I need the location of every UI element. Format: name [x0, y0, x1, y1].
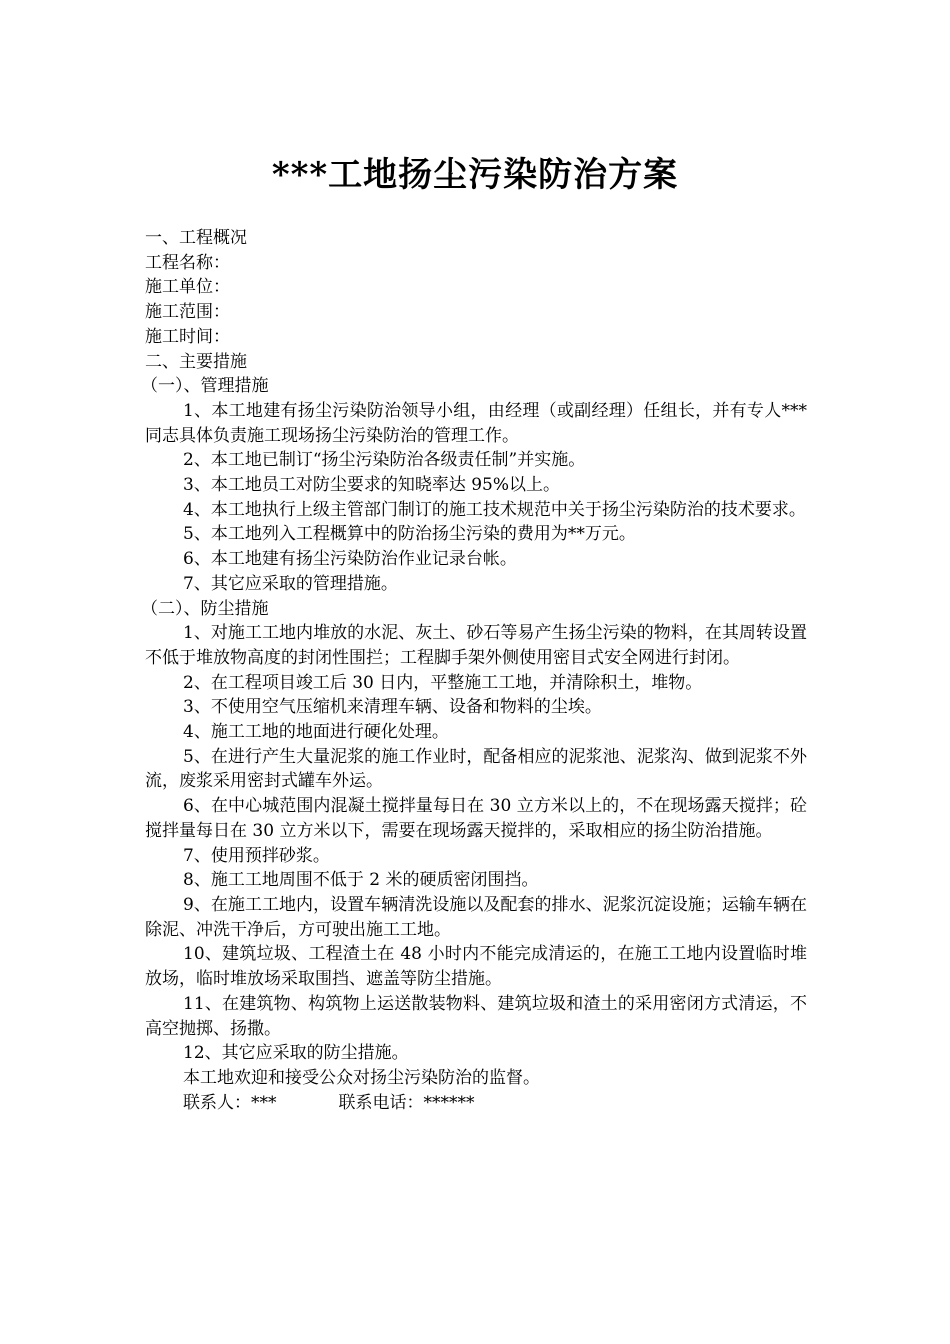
dust-prevention-item: 2、在工程项目竣工后 30 日内，平整施工工地，并清除积土，堆物。: [183, 672, 703, 693]
dust-prevention-item: 7、使用预拌砂浆。: [183, 845, 330, 866]
dust-prevention-item: 4、施工工地的地面进行硬化处理。: [183, 722, 449, 743]
management-item: 6、本工地建有扬尘污染防治作业记录台帐。: [183, 549, 517, 570]
management-item: 7、其它应采取的管理措施。: [183, 573, 398, 594]
document-body: [141, 226, 807, 1115]
field-construction-scope: 施工范围：: [145, 302, 230, 323]
management-item: 2、本工地已制订“扬尘污染防治各级责任制”并实施。: [183, 450, 586, 471]
field-project-name: 工程名称：: [145, 252, 230, 273]
dust-prevention-item: 5、在进行产生大量泥浆的施工作业时，配备相应的泥浆池、泥浆沟、做到泥浆不外流，废浆采用密封式罐车外运。: [145, 746, 807, 792]
subsection-heading-dust-prevention: （二）、防尘措施: [141, 598, 269, 619]
management-item: 1、本工地建有扬尘污染防治领导小组，由经理（或副经理）任组长，并有专人***同志具体负责施工现场扬尘污染防治的管理工作。: [145, 400, 807, 446]
dust-prevention-item: 3、不使用空气压缩机来清理车辆、设备和物料的尘埃。: [183, 697, 602, 718]
dust-prevention-item: 6、在中心城范围内混凝土搅拌量每日在 30 立方米以上的，不在现场露天搅拌；砼搅拌量每日在 30 立方米以下，需要在现场露天搅拌的，采取相应的扬尘防治措施。: [145, 796, 807, 841]
contact-line: [145, 1091, 807, 1116]
management-item: 4、本工地执行上级主管部门制订的施工技术规范中关于扬尘污染防治的技术要求。: [183, 499, 806, 520]
dust-prevention-item: 12、其它应采取的防尘措施。: [183, 1043, 409, 1064]
dust-prevention-item: 1、对施工工地内堆放的水泥、灰土、砂石等易产生扬尘污染的物料，在其周转设置不低于堆放物高度的封闭性围拦；工程脚手架外侧使用密目式安全网进行封闭。: [145, 623, 807, 668]
dust-prevention-item: 10、建筑垃圾、工程渣土在 48 小时内不能完成清运的，在施工工地内设置临时堆放场，临时堆放场采取围挡、遮盖等防尘措施。: [145, 944, 807, 990]
section-heading-overview: 一、工程概况: [145, 228, 247, 248]
document-title: ***工地扬尘污染防治方案: [271, 155, 679, 195]
field-construction-unit: 施工单位：: [145, 277, 230, 298]
subsection-heading-management: （一）、管理措施: [141, 376, 269, 397]
dust-prevention-item: 8、施工工地周围不低于 2 米的硬质密闭围挡。: [183, 870, 539, 891]
contact-person: 联系人：***: [183, 1092, 277, 1113]
closing-statement: 本工地欢迎和接受公众对扬尘污染防治的监督。: [183, 1067, 540, 1088]
contact-phone: 联系电话：******: [338, 1092, 475, 1113]
management-item: 5、本工地列入工程概算中的防治扬尘污染的费用为**万元。: [183, 524, 636, 545]
dust-prevention-item: 11、在建筑物、构筑物上运送散装物料、建筑垃圾和渣土的采用密闭方式清运，不高空抛掷、扬撒。: [145, 993, 807, 1039]
field-construction-time: 施工时间：: [145, 326, 230, 347]
management-item: 3、本工地员工对防尘要求的知晓率达 95%以上。: [183, 475, 561, 496]
dust-prevention-item: 9、在施工工地内，设置车辆清洗设施以及配套的排水、泥浆沉淀设施；运输车辆在除泥、冲洗干净后，方可驶出施工工地。: [145, 894, 807, 940]
section-heading-measures: 二、主要措施: [145, 351, 247, 372]
